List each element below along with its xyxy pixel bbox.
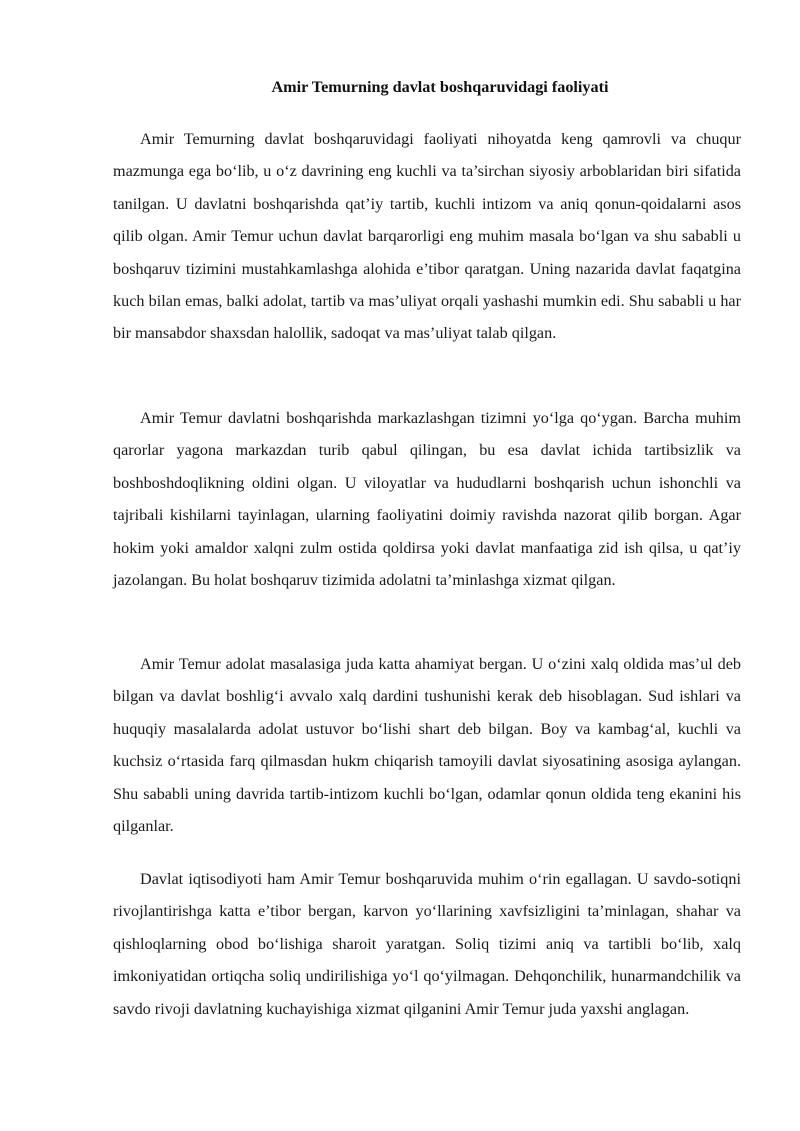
paragraph: Amir Temur adolat masalasiga juda katta ahamiyat bergan. U o‘zini xalq oldida mas’ul deb bilgan va davlat boshlig‘i avvalo xalq dardini tushunishi kerak deb hisoblagan. Sud ishlari va huquqiy masalalarda adolat ustuvor bo‘lishi shart deb bilgan. Boy va kambag‘al, kuchli va kuchsiz o‘rtasida farq qilmasdan hukm chiqarish tamoyili davlat siyosatining asosiga aylangan. Shu sababli uning davrida tartib-intizom kuchli bo‘lgan, odamlar qonun oldida teng ekanini his qilganlar. [113, 655, 741, 836]
paragraph: Amir Temurning davlat boshqaruvidagi faoliyati nihoyatda keng qamrovli va chuqur mazmunga ega bo‘lib, u o‘z davrining eng kuchli va ta’sirchan siyosiy arboblaridan biri sifatida tanilgan. U davlatni boshqarishda qat’iy tartib, kuchli intizom va aniq qonun-qoidalarni asos qilib olgan. Amir Temur uchun davlat barqarorligi eng muhim masala bo‘lgan va shu sababli u boshqaruv tizimini mustahkamlashga alohida e’tibor qaratgan. Uning nazarida davlat faqatgina kuch bilan emas, balki adolat, tartib va mas’uliyat orqali yashashi mumkin edi. Shu sababli u har bir mansabdor shaxsdan halollik, sadoqat va mas’uliyat talab qilgan. [113, 130, 741, 343]
paragraph: Amir Temur davlatni boshqarishda markazlashgan tizimni yo‘lga qo‘ygan. Barcha muhim qarorlar yagona markazdan turib qabul qilingan, bu esa davlat ichida tartibsizlik va boshboshdoqlikning oldini olgan. U viloyatlar va hududlarni boshqarish uchun ishonchli va tajribali kishilarni tayinlagan, ularning faoliyatini doimiy ravishda nazorat qilib borgan. Agar hokim yoki amaldor xalqni zulm ostida qoldirsa yoki davlat manfaatiga zid ish qilsa, u qat’iy jazolangan. Bu holat boshqaruv tizimida adolatni ta’minlashga xizmat qilgan. [113, 409, 741, 590]
document-title: Amir Temurning davlat boshqaruvidagi faoliyati [271, 78, 609, 96]
paragraph: Davlat iqtisodiyoti ham Amir Temur boshqaruvida muhim o‘rin egallagan. U savdo-sotiqni rivojlantirishga katta e’tibor bergan, karvon yo‘llarining xavfsizligini ta’minlagan, shahar va qishloqlarning obod bo‘lishiga sharoit yaratgan. Soliq tizimi aniq va tartibli bo‘lib, xalq imkoniyatidan ortiqcha soliq undirilishiga yo‘l qo‘yilmagan. Dehqonchilik, hunarmandchilik va savdo rivoji davlatning kuchayishiga xizmat qilganini Amir Temur juda yaxshi anglagan. [113, 870, 741, 1018]
